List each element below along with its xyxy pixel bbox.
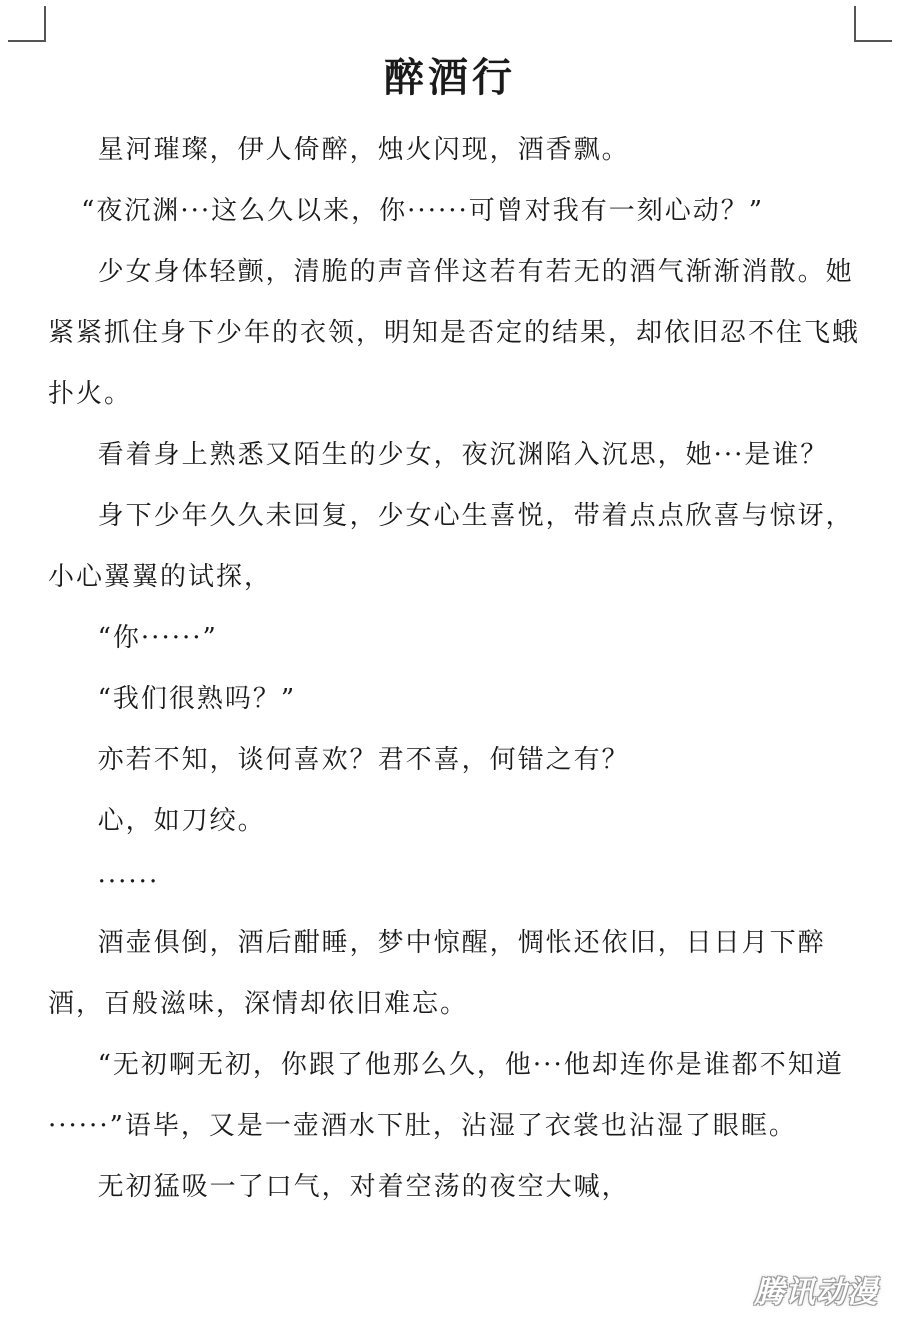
paragraph: “我们很熟吗？” bbox=[97, 684, 297, 714]
watermark-logo: 腾讯动漫 bbox=[754, 1275, 878, 1310]
crop-mark-top-right bbox=[854, 6, 892, 42]
paragraph: “你······” bbox=[97, 623, 218, 653]
paragraph: “夜沉渊···这么久以来，你······可曾对我有一刻心动？” bbox=[81, 196, 765, 226]
paragraph: ······ bbox=[97, 867, 160, 897]
paragraph: “无初啊无初，你跟了他那么久，他···他却连你是谁都不知道······”语毕，又是一壶酒水下肚，沾湿了衣裳也沾湿了眼眶。 bbox=[48, 1050, 844, 1141]
paragraph: 心，如刀绞。 bbox=[97, 806, 266, 836]
document-body bbox=[48, 120, 868, 1218]
paragraph: 少女身体轻颤，清脆的声音伴这若有若无的酒气渐渐消散。她紧紧抓住身下少年的衣领，明知是否定的结果，却依旧忍不住飞蛾扑火。 bbox=[48, 257, 861, 409]
paragraph: 亦若不知，谈何喜欢？君不喜，何错之有？ bbox=[97, 745, 630, 775]
paragraph: 看着身上熟悉又陌生的少女，夜沉渊陷入沉思，她···是谁？ bbox=[97, 440, 829, 470]
document-title: 醉酒行 bbox=[384, 54, 516, 101]
crop-mark-top-left bbox=[8, 6, 46, 42]
paragraph: 星河璀璨，伊人倚醉，烛火闪现，酒香飘。 bbox=[97, 135, 630, 165]
paragraph: 身下少年久久未回复，少女心生喜悦，带着点点欣喜与惊讶，小心翼翼的试探， bbox=[48, 501, 854, 592]
paragraph: 酒壶俱倒，酒后酣睡，梦中惊醒，惆怅还依旧，日日月下醉酒，百般滋味，深情却依旧难忘。 bbox=[48, 928, 826, 1019]
paragraph: 无初猛吸一了口气，对着空荡的夜空大喊， bbox=[97, 1172, 630, 1202]
